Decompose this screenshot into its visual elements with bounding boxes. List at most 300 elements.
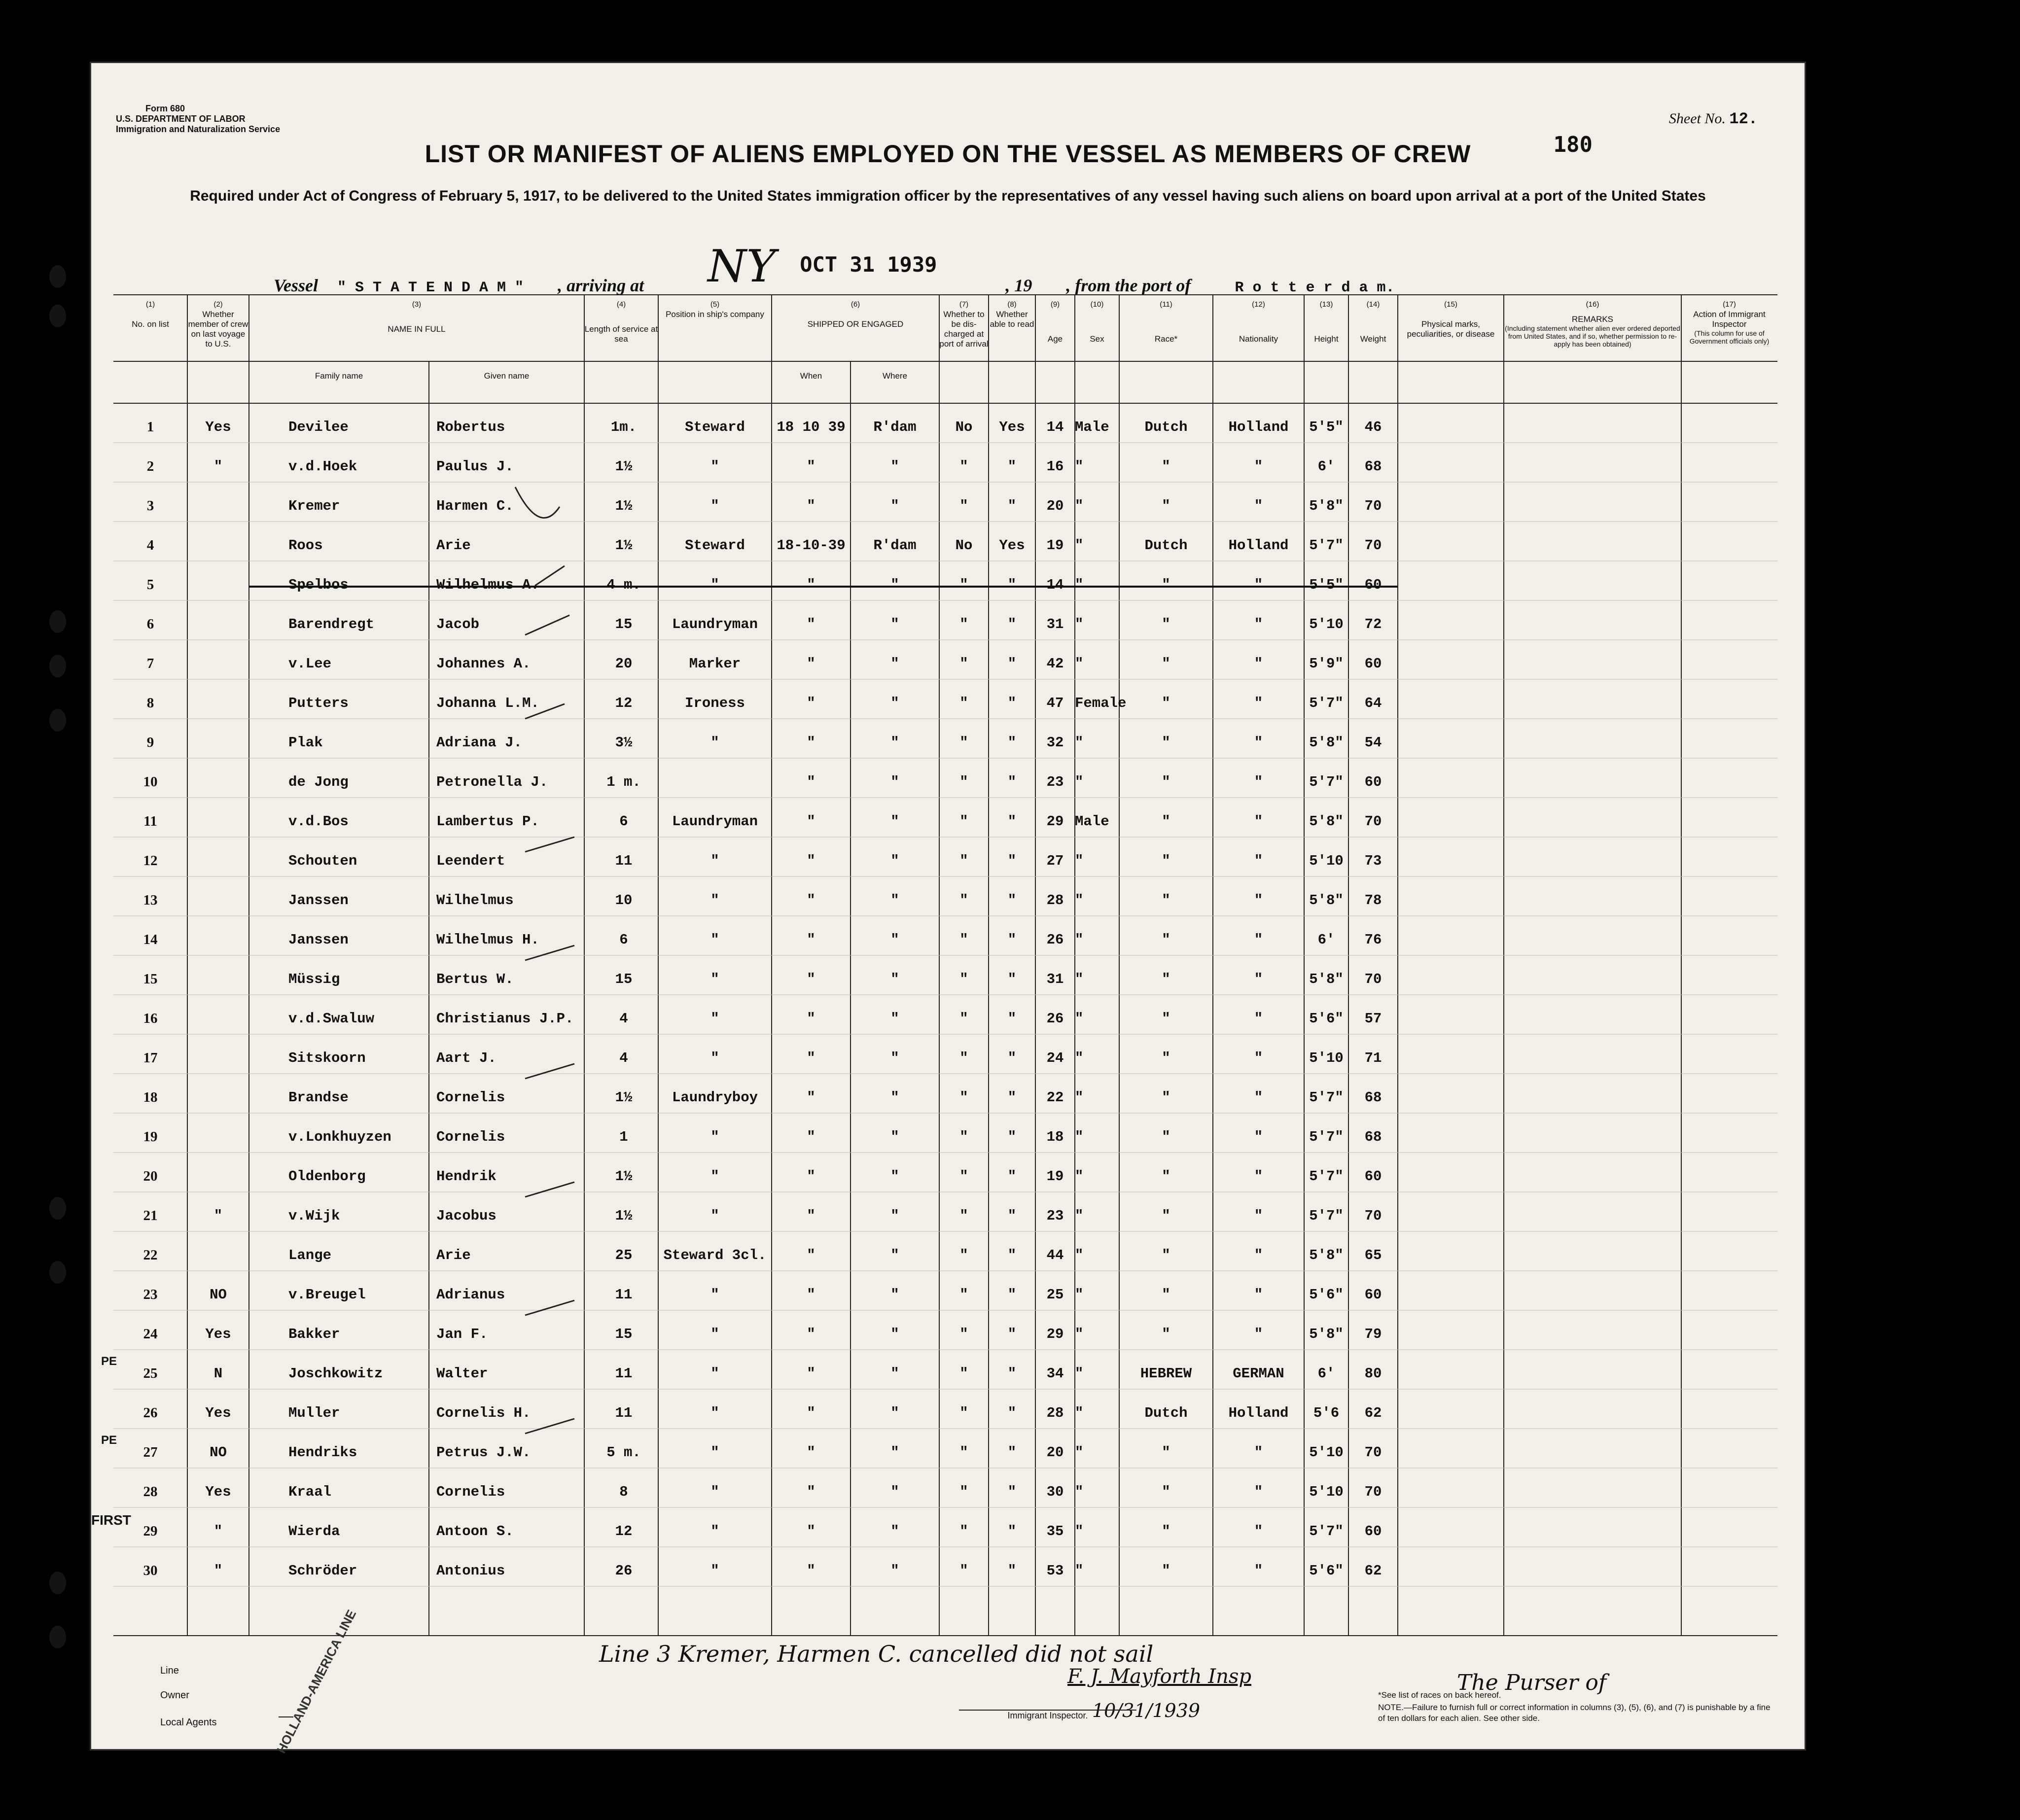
cell-weight: 70 [1364,1444,1382,1461]
cell-sex: " [1075,1129,1084,1145]
cell-height: 5'7" [1309,1089,1344,1106]
cell-family-name: Schröder [288,1563,357,1579]
cell-age: 34 [1046,1365,1064,1382]
cell-shipped-when: " [807,1247,815,1263]
cell-row-number: 21 [143,1208,158,1224]
cell-given-name: Christianus J.P. [436,1011,574,1027]
cell-discharged: No [955,537,973,554]
cell-able-to-read: " [1007,1405,1017,1421]
cell-discharged: " [959,1050,968,1066]
cell-given-name: Cornelis [436,1089,505,1106]
manifest-sheet [91,63,1805,1756]
col-header-5: (5) Position in ship's company [666,300,764,319]
cell-shipped-when: " [807,735,815,751]
punch-hole [49,305,66,327]
cell-sex: " [1075,1523,1084,1540]
cell-shipped-where: " [890,458,899,475]
cell-sex: " [1075,1287,1084,1303]
cell-position: " [710,971,719,987]
col-header-7: (7) Whether to be dis-charged at port of arrival [939,300,989,349]
col-header-8: (8) Whether able to read [990,300,1034,329]
margin-mark-23: PE [101,1355,117,1368]
cell-weight: 73 [1364,853,1382,869]
cell-discharged: " [959,1011,968,1027]
stamp-number: 180 [1553,132,1593,157]
cell-crew-last-voyage: " [213,1208,223,1224]
cell-service-length: 11 [615,1365,633,1382]
cell-row-number: 5 [146,577,154,593]
col-header-13: (13) Height [1314,300,1339,344]
cell-given-name: Wilhelmus H. [436,932,539,948]
cell-able-to-read: " [1007,1050,1017,1066]
cell-able-to-read: " [1007,1523,1017,1540]
cell-age: 23 [1046,774,1064,790]
cell-position: " [710,1326,719,1342]
cell-shipped-when: " [807,1050,815,1066]
cell-sex: " [1075,892,1084,909]
cell-given-name: Antonius [436,1563,505,1579]
cell-weight: 70 [1364,498,1382,514]
cell-discharged: " [959,853,968,869]
cell-family-name: Janssen [288,892,349,909]
cell-discharged: " [959,577,968,593]
cell-position: " [710,458,719,475]
col-header-9: (9) Age [1047,300,1063,344]
cell-height: 5'10 [1309,1484,1344,1500]
cell-family-name: v.Wijk [288,1208,340,1224]
cell-race: " [1162,498,1170,514]
page-title: LIST OR MANIFEST OF ALIENS EMPLOYED ON THE VESSEL AS MEMBERS OF CREW [425,140,1471,168]
cell-shipped-where: " [890,498,899,514]
immigrant-inspector-label: Immigrant Inspector. [959,1710,1136,1721]
cell-discharged: " [959,1484,968,1500]
cell-sex: Female [1075,695,1127,711]
punch-hole [49,655,66,677]
cell-service-length: 6 [619,813,628,830]
department-name: U.S. DEPARTMENT OF LABOR [116,114,246,124]
cell-sex: " [1075,971,1084,987]
cell-weight: 70 [1364,537,1382,554]
cell-given-name: Adrianus [436,1287,505,1303]
cell-shipped-where: " [890,1484,899,1500]
cell-nationality: Holland [1228,1405,1289,1421]
cell-shipped-where: " [890,774,899,790]
cell-position: Ironess [685,695,745,711]
cell-race: Dutch [1144,419,1188,435]
cell-nationality: " [1254,1050,1263,1066]
col-header-6: (6) SHIPPED OR ENGAGED [807,300,904,329]
cell-position: " [710,1208,719,1224]
cell-height: 5'8" [1309,971,1344,987]
cell-family-name: de Jong [288,774,349,790]
cell-shipped-where: " [890,1129,899,1145]
cell-given-name: Petrus J.W. [436,1444,531,1461]
cell-row-number: 26 [143,1405,158,1421]
cell-weight: 65 [1364,1247,1382,1263]
col-subheader-where: Where [882,371,908,381]
cell-discharged: " [959,1444,968,1461]
cell-discharged: " [959,1563,968,1579]
cell-weight: 70 [1364,971,1382,987]
cell-shipped-where: " [890,735,899,751]
cell-family-name: Lange [288,1247,332,1263]
cell-family-name: Barendregt [288,616,375,632]
cell-height: 5'5" [1309,577,1344,593]
cell-sex: " [1075,577,1084,593]
cell-family-name: Janssen [288,932,349,948]
cell-height: 5'10 [1309,616,1344,632]
cell-family-name: Putters [288,695,349,711]
cell-able-to-read: " [1007,498,1017,514]
cell-able-to-read: " [1007,577,1017,593]
cell-sex: " [1075,1011,1084,1027]
cell-position: " [710,892,719,909]
cell-discharged: " [959,1405,968,1421]
cell-shipped-when: " [807,853,815,869]
margin-mark-25: PE [101,1434,117,1447]
cell-age: 26 [1046,1011,1064,1027]
cell-service-length: 11 [615,1405,633,1421]
cell-family-name: Sitskoorn [288,1050,366,1066]
cell-weight: 70 [1364,813,1382,830]
cell-discharged: " [959,1247,968,1263]
cell-able-to-read: " [1007,932,1017,948]
cell-given-name: Harmen C. [436,498,514,514]
vessel-name: " S T A T E N D A M " [337,280,524,296]
cell-nationality: " [1254,1484,1263,1500]
cell-position: " [710,498,719,514]
cell-height: 5'6" [1309,1563,1344,1579]
cell-discharged: " [959,1523,968,1540]
cell-family-name: Plak [288,735,323,751]
cell-family-name: v.d.Bos [288,813,349,830]
cell-age: 25 [1046,1287,1064,1303]
cell-race: " [1162,892,1170,909]
col-header-14: (14) Weight [1360,300,1386,344]
cell-shipped-where: " [890,1208,899,1224]
cell-nationality: Holland [1228,537,1289,554]
cell-height: 5'10 [1309,1444,1344,1461]
cell-service-length: 12 [615,695,633,711]
cell-nationality: " [1254,971,1263,987]
margin-mark-27: FIRST [91,1512,131,1528]
cell-row-number: 6 [146,616,154,632]
cell-service-length: 15 [615,1326,633,1342]
cell-race: " [1162,1563,1170,1579]
service-name: Immigration and Naturalization Service [116,124,281,134]
cell-age: 27 [1046,853,1064,869]
punch-hole [49,1197,66,1220]
cell-weight: 62 [1364,1563,1382,1579]
cell-able-to-read: " [1007,616,1017,632]
cell-shipped-when: " [807,774,815,790]
cell-height: 5'7" [1309,1168,1344,1185]
cell-row-number: 8 [146,695,154,711]
sheet-value: 12. [1729,110,1758,128]
cell-age: 31 [1046,616,1064,632]
cell-given-name: Jacob [436,616,480,632]
cell-shipped-when: " [807,656,815,672]
cell-service-length: 25 [615,1247,633,1263]
cell-age: 23 [1046,1208,1064,1224]
cell-service-length: 1½ [615,1208,633,1224]
cell-height: 5'7" [1309,1523,1344,1540]
inspector-signature: F. J. Mayforth Insp [1067,1665,1251,1688]
cell-race: " [1162,1089,1170,1106]
cell-able-to-read: " [1007,1011,1017,1027]
cell-age: 14 [1046,577,1064,593]
cell-weight: 80 [1364,1365,1382,1382]
cell-shipped-when: " [807,813,815,830]
punch-hole [49,265,66,288]
cell-weight: 68 [1364,1129,1382,1145]
cell-sex: " [1075,1365,1084,1382]
col-header-12: (12) Nationality [1239,300,1278,344]
cell-nationality: " [1254,498,1263,514]
cell-position: " [710,577,719,593]
cell-height: 6' [1317,932,1335,948]
cell-shipped-where: " [890,695,899,711]
cell-age: 29 [1046,813,1064,830]
cell-shipped-when: " [807,971,815,987]
col-header-1: (1) No. on list [132,300,169,329]
col-subheader-family: Family name [315,371,363,381]
cell-age: 32 [1046,735,1064,751]
cell-discharged: " [959,813,968,830]
punch-hole [49,1572,66,1594]
cell-family-name: Müssig [288,971,340,987]
cell-sex: " [1075,774,1084,790]
cell-row-number: 13 [143,892,158,908]
vessel-label: Vessel [274,276,318,295]
cell-service-length: 11 [615,853,633,869]
cell-position: " [710,1405,719,1421]
cell-family-name: Spelbos [288,577,349,593]
cell-weight: 57 [1364,1011,1382,1027]
from-port: R o t t e r d a m. [1235,280,1395,296]
cell-position: " [710,1287,719,1303]
cancellation-note: Line 3 Kremer, Harmen C. cancelled did not sail [599,1641,1154,1667]
cell-discharged: " [959,498,968,514]
cell-sex: " [1075,1089,1084,1106]
cell-race: " [1162,1326,1170,1342]
cell-race: Dutch [1144,537,1188,554]
cell-service-length: 1m. [610,419,637,435]
cell-nationality: " [1254,1287,1263,1303]
cell-given-name: Walter [436,1365,488,1382]
cell-given-name: Lambertus P. [436,813,539,830]
cell-age: 22 [1046,1089,1064,1106]
cell-discharged: " [959,1129,968,1145]
cell-sex: " [1075,1050,1084,1066]
cell-height: 5'5" [1309,419,1344,435]
cell-nationality: " [1254,932,1263,948]
cell-position: " [710,1484,719,1500]
cell-sex: " [1075,616,1084,632]
cell-crew-last-voyage: " [213,1563,223,1579]
cell-weight: 68 [1364,1089,1382,1106]
arriving-label: , arriving at [558,276,644,295]
cell-row-number: 18 [143,1089,158,1105]
cell-shipped-when: " [807,1563,815,1579]
cell-given-name: Aart J. [436,1050,496,1066]
cell-shipped-where: " [890,932,899,948]
cell-shipped-when: " [807,1523,815,1540]
cell-discharged: " [959,1168,968,1185]
cell-nationality: " [1254,1208,1263,1224]
cell-position: " [710,1563,719,1579]
cell-nationality: " [1254,577,1263,593]
cell-service-length: 1½ [615,498,633,514]
cell-age: 29 [1046,1326,1064,1342]
cell-height: 5'8" [1309,1326,1344,1342]
cell-able-to-read: Yes [999,419,1025,435]
cell-row-number: 15 [143,971,158,987]
cell-sex: " [1075,656,1084,672]
cell-sex: " [1075,1247,1084,1263]
cell-row-number: 10 [143,774,158,790]
cell-crew-last-voyage: Yes [205,1405,231,1421]
cell-nationality: " [1254,774,1263,790]
cell-age: 28 [1046,1405,1064,1421]
cell-height: 5'10 [1309,1050,1344,1066]
cell-nationality: " [1254,1089,1263,1106]
form-number: Form 680 [145,104,185,113]
cell-height: 6' [1317,458,1335,475]
cell-height: 5'10 [1309,853,1344,869]
cell-able-to-read: " [1007,1208,1017,1224]
cell-sex: " [1075,1563,1084,1579]
cell-given-name: Wilhelmus A. [436,577,539,593]
cell-service-length: 26 [615,1563,633,1579]
cell-weight: 76 [1364,932,1382,948]
cell-service-length: 6 [619,932,628,948]
cell-shipped-when: " [807,892,815,909]
cell-able-to-read: " [1007,1484,1017,1500]
col-header-16: (16) REMARKS (Including statement whether alien ever ordered deported from United States, and if so, whether permission to re-apply has been obtained) [1505,300,1680,348]
cell-nationality: " [1254,458,1263,475]
cell-family-name: Wierda [288,1523,340,1540]
cell-race: " [1162,1011,1170,1027]
cell-shipped-when: " [807,498,815,514]
cell-shipped-where: " [890,971,899,987]
cell-race: " [1162,1129,1170,1145]
cell-able-to-read: " [1007,458,1017,475]
cell-shipped-when: " [807,1168,815,1185]
cell-row-number: 28 [143,1484,158,1500]
col-subheader-when: When [800,371,822,381]
cell-shipped-when: 18-10-39 [777,537,846,554]
cell-given-name: Johannes A. [436,656,531,672]
cell-discharged: " [959,458,968,475]
cell-given-name: Leendert [436,853,505,869]
col-header-2: (2) Whether member of crew on last voyage to U.S. [188,300,248,349]
cell-able-to-read: " [1007,853,1017,869]
cell-height: 5'9" [1309,656,1344,672]
cell-position: " [710,1168,719,1185]
cell-age: 35 [1046,1523,1064,1540]
cell-row-number: 11 [143,813,157,829]
punch-hole [49,1261,66,1284]
col-header-4: (4) Length of service at sea [584,300,658,344]
arriving-port: NY [708,241,776,292]
cell-sex: " [1075,735,1084,751]
cell-position: Steward 3cl. [663,1247,767,1263]
cell-shipped-where: " [890,1523,899,1540]
cell-family-name: Kremer [288,498,340,514]
cell-height: 5'8" [1309,1247,1344,1263]
cell-nationality: " [1254,735,1263,751]
cell-race: HEBREW [1140,1365,1192,1382]
footer-line-label: Line [160,1665,179,1676]
cell-age: 30 [1046,1484,1064,1500]
cell-given-name: Arie [436,1247,471,1263]
cell-age: 24 [1046,1050,1064,1066]
cell-height: 5'8" [1309,813,1344,830]
cell-discharged: " [959,1326,968,1342]
cell-shipped-where: " [890,813,899,830]
cell-given-name: Paulus J. [436,458,514,475]
cell-service-length: 11 [615,1287,633,1303]
cell-shipped-when: " [807,458,815,475]
cell-race: " [1162,1168,1170,1185]
cell-sex: " [1075,458,1084,475]
cell-given-name: Antoon S. [436,1523,514,1540]
cell-sex: " [1075,1326,1084,1342]
cell-discharged: " [959,735,968,751]
cell-discharged: " [959,1208,968,1224]
cell-height: 5'6 [1313,1405,1340,1421]
cell-weight: 60 [1364,656,1382,672]
cell-position: " [710,1050,719,1066]
cell-sex: " [1075,932,1084,948]
cell-family-name: v.Breugel [288,1287,366,1303]
col-header-11: (11) Race* [1154,300,1178,344]
cell-family-name: Bakker [288,1326,340,1342]
cell-service-length: 1 m. [606,774,641,790]
cell-nationality: " [1254,1168,1263,1185]
cell-weight: 54 [1364,735,1382,751]
cell-position: " [710,1129,719,1145]
cell-weight: 70 [1364,1208,1382,1224]
cell-able-to-read: Yes [999,537,1025,554]
cell-able-to-read: " [1007,1168,1017,1185]
cell-shipped-when: " [807,1287,815,1303]
cell-crew-last-voyage: NO [210,1287,227,1303]
cell-discharged: " [959,616,968,632]
cell-race: " [1162,695,1170,711]
cell-given-name: Cornelis H. [436,1405,531,1421]
cell-position: Laundryman [672,813,758,830]
cell-service-length: 8 [619,1484,628,1500]
cell-nationality: " [1254,1444,1263,1461]
cell-able-to-read: " [1007,735,1017,751]
cell-row-number: 14 [143,932,158,947]
from-label: , from the port of [1066,276,1191,295]
cell-shipped-where: " [890,1326,899,1342]
cell-race: " [1162,971,1170,987]
cell-position: " [710,853,719,869]
agents-stamp: HOLLAND-AMERICA LINE [274,1607,359,1756]
cell-shipped-where: " [890,1405,899,1421]
cell-given-name: Petronella J. [436,774,548,790]
cell-row-number: 12 [143,853,158,869]
cell-height: 5'7" [1309,1129,1344,1145]
cell-crew-last-voyage: N [213,1365,223,1382]
cell-weight: 79 [1364,1326,1382,1342]
cell-race: " [1162,577,1170,593]
arrival-date-stamp: OCT 31 1939 [800,252,937,277]
